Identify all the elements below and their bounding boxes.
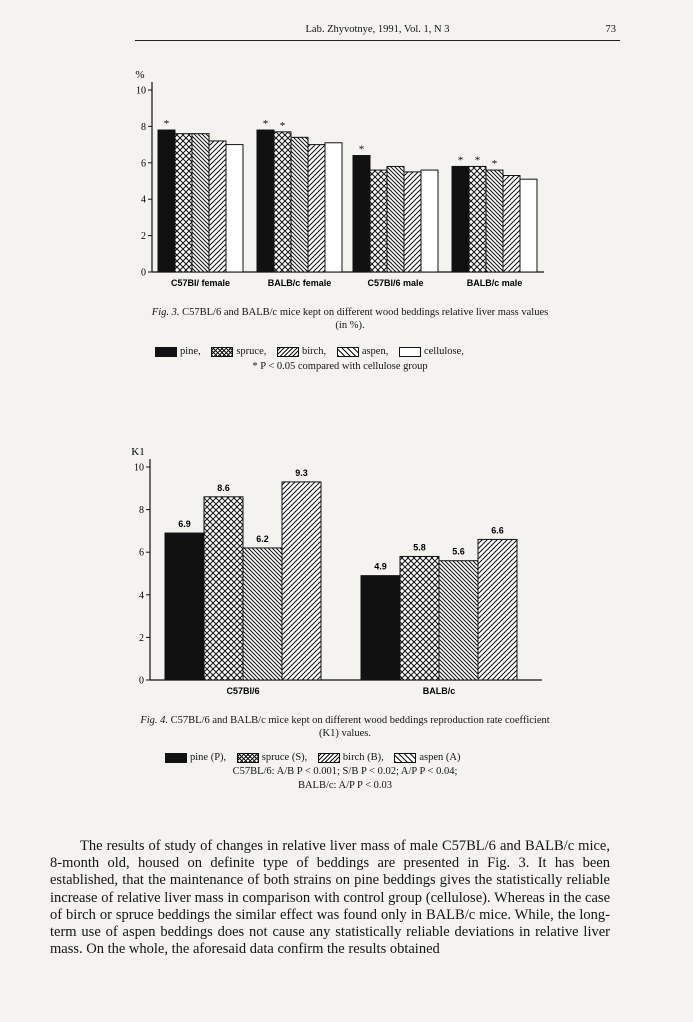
y-tick-label: 2 [139, 632, 144, 644]
bar-aspen [404, 172, 421, 272]
fig3-legend-label: cellulose, [423, 346, 464, 357]
fig3-caption-text: C57BL/6 and BALB/c mice kept on different wood beddings relative liver mass values (in %). [182, 307, 549, 331]
bar-birch [243, 548, 282, 680]
bar-birch [291, 137, 308, 272]
bar-pine [165, 533, 204, 680]
bar-pine [158, 130, 175, 272]
fig3-legend-item [277, 345, 326, 358]
aspen-swatch-icon [394, 753, 416, 763]
bar-aspen [478, 539, 517, 680]
birch-swatch-icon [277, 347, 299, 357]
fig3-legend-label: spruce, [236, 346, 267, 357]
y-tick-label: 0 [141, 267, 146, 279]
birch-swatch-icon [318, 753, 340, 763]
significance-marker: * [279, 119, 286, 132]
fig4-legend-label: birch (B), [342, 752, 384, 763]
value-label: 6.9 [178, 519, 191, 530]
fig3-legend-item [337, 345, 389, 358]
fig4-legend-label: aspen (A) [419, 752, 461, 763]
bar-pine [361, 576, 400, 680]
bar-spruce [274, 132, 291, 272]
bar-birch [387, 166, 404, 272]
fig3-legend-item [155, 345, 201, 358]
y-tick-label: 6 [141, 158, 146, 170]
fig3-bar-chart [0, 60, 693, 300]
fig4-stats-line-1: C57BL/6: A/B P < 0.001; S/B P < 0.02; A/P P < 0.04; [232, 766, 458, 777]
bar-pine [353, 156, 370, 272]
bar-cellulose [325, 143, 342, 272]
bar-pine [257, 130, 274, 272]
fig3-legend-item [399, 345, 464, 358]
category-label: C57Bl/ female [170, 278, 231, 288]
y-axis-label: K1 [131, 446, 145, 458]
bar-cellulose [421, 170, 438, 272]
value-label: 5.6 [452, 546, 465, 557]
bar-aspen [308, 145, 325, 272]
bar-pine [452, 166, 469, 272]
fig4-legend-label: pine (P), [190, 752, 227, 763]
fig4-legend-item [394, 751, 460, 764]
y-tick-label: 8 [141, 121, 146, 133]
fig3-legend-label: pine, [180, 346, 201, 357]
y-tick-label: 2 [141, 231, 146, 243]
pine-swatch-icon [155, 347, 177, 357]
significance-marker: * [457, 154, 464, 167]
significance-marker: * [163, 118, 170, 131]
fig3-significance-note: * P < 0.05 compared with cellulose group [252, 361, 428, 372]
bar-spruce [370, 170, 387, 272]
fig4-legend-item [165, 751, 226, 764]
body-text: The results of study of changes in relative liver mass of male C57BL/6 and BALB/c mice, 8-month old, housed on definite type of beddings are presented in Fig. 3. It has been established, that the maintenance of both strains on pine beddings gives the statistically reliable increase of relative liver mass in comparison with control group (cellulose). Whereas in the case of birch or spruce beddings the similar effect was found only in BALB/c mice. While, the long-term use of aspen beddings does not cause any statistically reliable deviations in relative liver mass. On the whole, the aforesaid data confirm the results obtained [50, 838, 610, 958]
cellulose-swatch-icon [399, 347, 421, 357]
fig3-caption [150, 306, 550, 332]
significance-marker: * [491, 158, 498, 171]
y-axis-label: % [135, 69, 145, 81]
bar-aspen [282, 482, 321, 680]
bar-aspen [209, 141, 226, 272]
y-tick-label: 10 [134, 462, 144, 474]
aspen-swatch-icon [337, 347, 359, 357]
bar-spruce [204, 497, 243, 680]
body-paragraph [50, 838, 610, 958]
significance-marker: * [262, 118, 269, 131]
bar-birch [486, 170, 503, 272]
y-tick-label: 6 [139, 547, 144, 559]
fig3-legend [155, 345, 472, 361]
y-tick-label: 4 [141, 194, 146, 206]
bar-birch [439, 561, 478, 680]
fig4-caption-label: Fig. 4. [140, 715, 169, 726]
bar-spruce [175, 134, 192, 272]
fig4-caption-text: C57BL/6 and BALB/c mice kept on different wood beddings reproduction rate coefficient (K1) values. [170, 715, 550, 739]
value-label: 6.2 [256, 533, 269, 544]
page-number: 73 [605, 24, 616, 35]
fig4-legend-item [237, 751, 308, 764]
pine-swatch-icon [165, 753, 187, 763]
significance-marker: * [474, 154, 481, 167]
running-header [135, 22, 620, 41]
category-label: BALB/c female [267, 278, 332, 288]
fig3-caption-label: Fig. 3. [151, 307, 180, 318]
value-label: 8.6 [217, 482, 230, 493]
significance-marker: * [358, 143, 365, 156]
bar-cellulose [520, 179, 537, 272]
y-tick-label: 4 [139, 590, 144, 602]
value-label: 9.3 [295, 467, 308, 478]
bar-birch [192, 134, 209, 272]
value-label: 6.6 [491, 525, 504, 536]
category-label: BALB/c male [466, 278, 523, 288]
y-tick-label: 0 [139, 675, 144, 687]
y-tick-label: 10 [136, 85, 146, 97]
fig4-caption [140, 714, 550, 740]
bar-spruce [469, 166, 486, 272]
category-label: C57Bl/6 male [367, 278, 424, 288]
category-label: C57Bl/6 [226, 686, 260, 696]
value-label: 4.9 [374, 561, 387, 572]
fig4-legend-item [318, 751, 384, 764]
journal-reference: Lab. Zhyvotnye, 1991, Vol. 1, N 3 [305, 24, 450, 35]
fig4-legend-label: spruce (S), [261, 752, 308, 763]
fig3-legend-label: birch, [301, 346, 327, 357]
spruce-swatch-icon [237, 753, 259, 763]
fig4-stats-line-2: BALB/c: A/P P < 0.03 [297, 780, 393, 791]
value-label: 5.8 [413, 542, 426, 553]
bar-spruce [400, 556, 439, 680]
fig4-bar-chart [0, 432, 693, 704]
bar-aspen [503, 176, 520, 272]
fig3-legend-item [211, 345, 266, 358]
spruce-swatch-icon [211, 347, 233, 357]
fig3-legend-label: aspen, [361, 346, 389, 357]
fig4-legend [165, 751, 468, 767]
bar-cellulose [226, 145, 243, 272]
y-tick-label: 8 [139, 505, 144, 517]
category-label: BALB/c [422, 686, 456, 696]
